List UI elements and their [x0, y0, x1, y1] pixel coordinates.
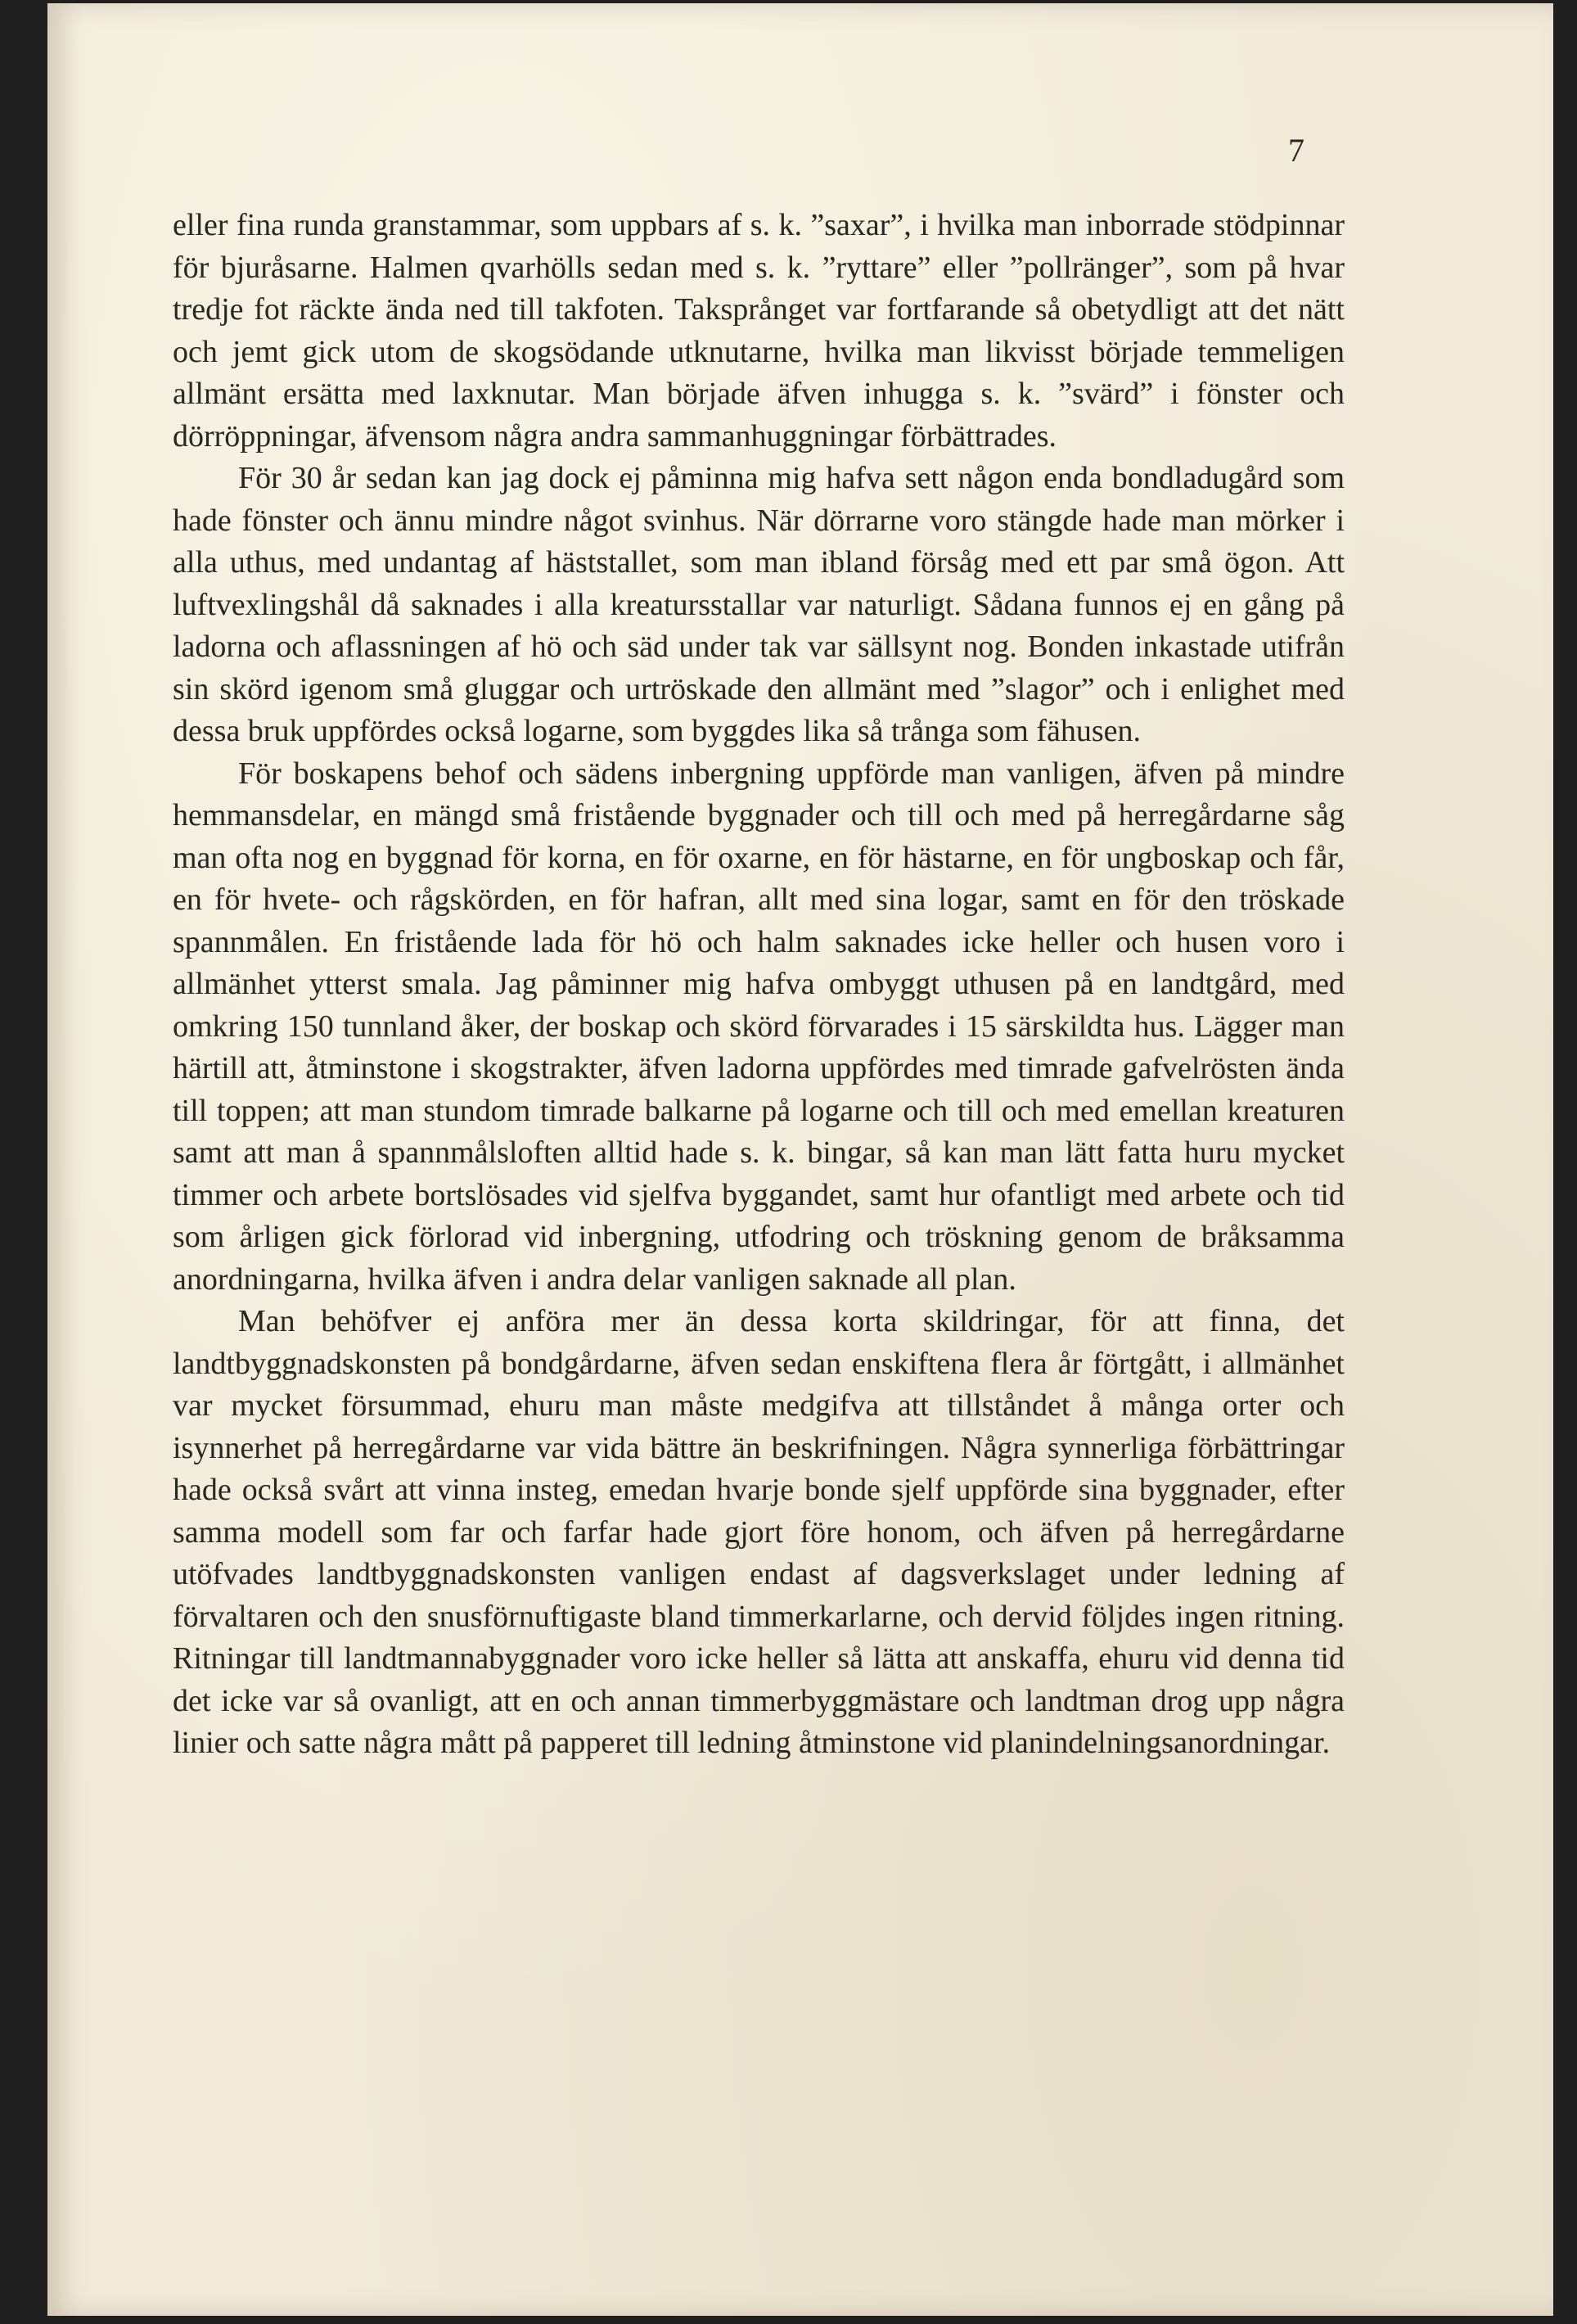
paragraph-1: eller fina runda granstammar, som uppbars af s. k. ”saxar”, i hvilka man inborrade stödpinnar för bjuråsarne. Halmen qvarhölls sedan med s. k. ”ryttare” eller ”pollränger”, som på hvar tredje fot räckte ända ned till takfoten. Taksprånget var fortfarande så obetydligt att det nätt och jemt gick utom de skogsödande utknutarne, hvilka man likvisst började temmeligen allmänt ersätta med laxknutar. Man började äfven inhugga s. k. ”svärd” i fönster och dörröppningar, äfvensom några andra sammanhuggningar förbättrades.: [173, 208, 1345, 454]
paragraph-4: Man behöfver ej anföra mer än dessa korta skildringar, för att finna, det landtbyggnadskonsten på bondgårdarne, äfven sedan enskiftena flera år förtgått, i allmänhet var mycket försummad, ehuru man måste medgifva att tillståndet å många orter och isynnerhet på herregårdarne var vida bättre än beskrifningen. Några synnerliga förbättringar hade också svårt att vinna insteg, emedan hvarje bonde sjelf uppförde sina byggnader, efter samma modell som far och farfar hade gjort före honom, och äfven på herregårdarne utöfvades landtbyggnadskonsten vanligen endast af dagsverkslaget under ledning af förvaltaren och den snusförnuftigaste bland timmerkarlarne, och dervid följdes ingen ritning. Ritningar till landtmannabyggnader voro icke heller så lätta att anskaffa, ehuru vid denna tid det icke var så ovanligt, att en och annan timmerbyggmästare och landtman drog upp några linier och satte några mått på papperet till ledning åtminstone vid planindelningsanordningar.: [173, 1304, 1345, 1760]
paragraph-3: För boskapens behof och sädens inbergning uppförde man vanligen, äfven på mindre hemmansdelar, en mängd små fristående byggnader och till och med på herregårdarne såg man ofta nog en byggnad för korna, en för oxarne, en för hästarne, en för ungboskap och får, en för hvete- och rågskörden, en för hafran, allt med sina logar, samt en för den tröskade spannmålen. En fristående lada för hö och halm saknades icke heller och husen voro i allmänhet ytterst smala. Jag påminner mig hafva ombyggt uthusen på en landtgård, med omkring 150 tunnland åker, der boskap och skörd förvarades i 15 särskildta hus. Lägger man härtill att, åtminstone i skogstrakter, äfven ladorna uppfördes med timrade gafvelrösten ända till toppen; att man stundom timrade balkarne på logarne och till och med emellan kreaturen samt att man å spannmålsloften alltid hade s. k. bingar, så kan man lätt fatta huru mycket timmer och arbete bortslösades vid sjelfva byggandet, samt hur ofantligt med arbete och tid som årligen gick förlorad vid inbergning, utfodring och tröskning genom de bråksamma anordningarna, hvilka äfven i andra delar vanligen saknade all plan.: [173, 756, 1345, 1297]
body-text: [173, 205, 1345, 1765]
page-number: 7: [1288, 132, 1304, 169]
paragraph-2: För 30 år sedan kan jag dock ej påminna mig hafva sett någon enda bondladugård som hade fönster och ännu mindre något svinhus. När dörrarne voro stängde hade man mörker i alla uthus, med undantag af häststallet, som man ibland försåg med ett par små ögon. Att luftvexlingshål då saknades i alla kreatursstallar var naturligt. Sådana funnos ej en gång på ladorna och aflassningen af hö och säd under tak var sällsynt nog. Bonden inkastade utifrån sin skörd igenom små gluggar och urtröskade den allmänt med ”slagor” och i enlighet med dessa bruk uppfördes också logarne, som byggdes lika så trånga som fähusen.: [173, 461, 1345, 748]
